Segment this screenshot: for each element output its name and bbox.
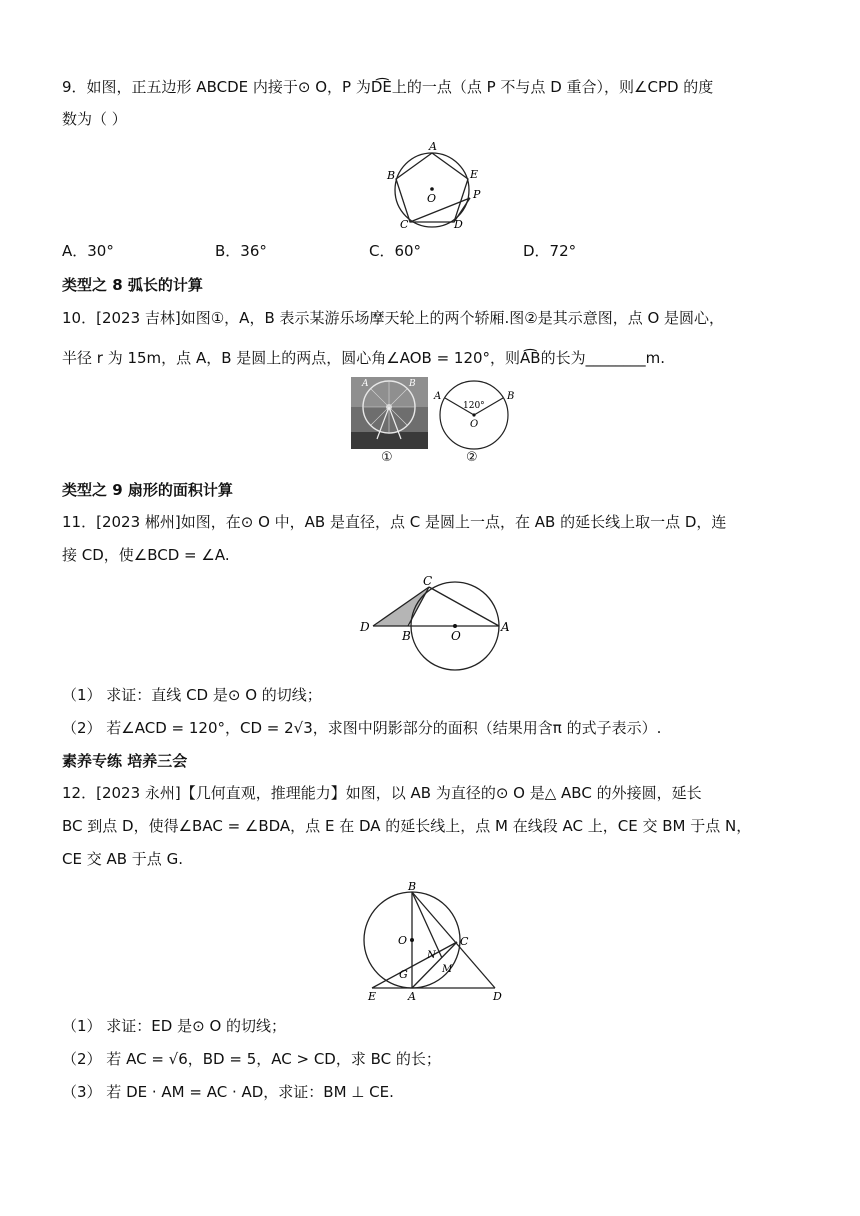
q11-label-C: C xyxy=(423,574,433,588)
q12-stem-line3: CE 交 AB 于点 G. xyxy=(62,850,183,868)
q11-label-A: A xyxy=(501,620,510,634)
q10-angle-label: 120° xyxy=(463,401,485,411)
photo-label-B: B xyxy=(409,379,416,389)
q12-label-B: B xyxy=(408,882,417,893)
q12-label-N: N xyxy=(427,950,436,961)
q12-subquestion-1: （1） 求证：ED 是⊙ O 的切线； xyxy=(62,1017,287,1035)
q9-stem-line2: 数为（ ） xyxy=(62,110,127,128)
q10-stem-line1: 10．[2023 吉林]如图①，A，B 表示某游乐场摩天轮上的两个轿厢.图②是其示意图，点 O 是圆心， xyxy=(62,309,725,327)
q9-stem-line1: 9．如图，正五边形 ABCDE 内接于⊙ O，P 为D͡E上的一点（点 P 不与点 D 重合），则∠CPD 的度 xyxy=(62,78,714,96)
q9-label-D: D xyxy=(454,218,463,230)
q10-stem-line2: 半径 r 为 15m，点 A，B 是圆上的两点，圆心角∠AOB = 120°，则A͡B的长为________m. xyxy=(62,349,665,367)
q11-subquestion-1: （1） 求证：直线 CD 是⊙ O 的切线； xyxy=(62,686,322,704)
q9-pentagon-figure xyxy=(384,138,494,230)
q11-stem-line1: 11．[2023 郴州]如图，在⊙ O 中，AB 是直径，点 C 是圆上一点，在 AB 的延长线上取一点 D，连 xyxy=(62,513,727,531)
q12-label-G: G xyxy=(399,968,408,981)
q12-label-C: C xyxy=(460,935,469,948)
q11-label-D: D xyxy=(360,620,370,634)
q12-label-A: A xyxy=(408,990,416,1003)
q9-label-B: B xyxy=(387,169,396,182)
photo-label-A: A xyxy=(362,379,369,389)
q12-subquestion-2: （2） 若 AC = √6，BD = 5，AC > CD，求 BC 的长； xyxy=(62,1050,441,1068)
q10-caption-1: ① xyxy=(381,450,393,465)
q11-label-O: O xyxy=(451,629,461,643)
type9-heading: 类型之 9 扇形的面积计算 xyxy=(62,481,233,499)
q11-subquestion-2: （2） 若∠ACD = 120°，CD = 2√3，求图中阴影部分的面积（结果用含π 的式子表示）. xyxy=(62,719,662,737)
q12-stem-line1: 12．[2023 永州]【几何直观，推理能力】如图，以 AB 为直径的⊙ O 是△ ABC 的外接圆，延长 xyxy=(62,784,702,802)
q12-stem-line2: BC 到点 D，使得∠BAC = ∠BDA，点 E 在 DA 的延长线上，点 M 在线段 AC 上，CE 交 BM 于点 N， xyxy=(62,817,752,835)
q9-label-E: E xyxy=(470,168,479,181)
q9-label-C: C xyxy=(400,218,409,230)
q10-label-O: O xyxy=(470,419,479,430)
q9-label-A: A xyxy=(429,140,437,153)
q9-option-d[interactable]: D．72° xyxy=(523,242,577,260)
q9-option-a[interactable]: A．30° xyxy=(62,242,114,260)
q12-label-E: E xyxy=(368,990,377,1003)
q11-stem-line2: 接 CD，使∠BCD = ∠A. xyxy=(62,546,230,564)
q9-option-b[interactable]: B．36° xyxy=(215,242,267,260)
q9-label-O: O xyxy=(427,192,437,205)
type8-heading: 类型之 8 弧长的计算 xyxy=(62,276,203,294)
q9-label-P: P xyxy=(473,188,481,201)
q12-circle-figure xyxy=(362,882,512,1004)
q11-label-B: B xyxy=(402,629,411,643)
q11-tangent-figure xyxy=(356,573,516,673)
q10-label-A: A xyxy=(434,391,442,402)
q9-option-c[interactable]: C．60° xyxy=(369,242,422,260)
q12-label-D: D xyxy=(493,990,502,1003)
q10-sector-figure xyxy=(430,377,520,453)
q10-caption-2: ② xyxy=(466,450,478,465)
q12-label-O: O xyxy=(398,934,408,947)
ferris-wheel-photo xyxy=(351,377,428,449)
q9-options xyxy=(62,240,822,262)
section-heading: 素养专练 培养三会 xyxy=(62,752,188,770)
q12-subquestion-3: （3） 若 DE · AM = AC · AD，求证：BM ⊥ CE. xyxy=(62,1083,394,1101)
q10-label-B: B xyxy=(507,391,515,402)
q12-label-M: M xyxy=(442,964,453,975)
